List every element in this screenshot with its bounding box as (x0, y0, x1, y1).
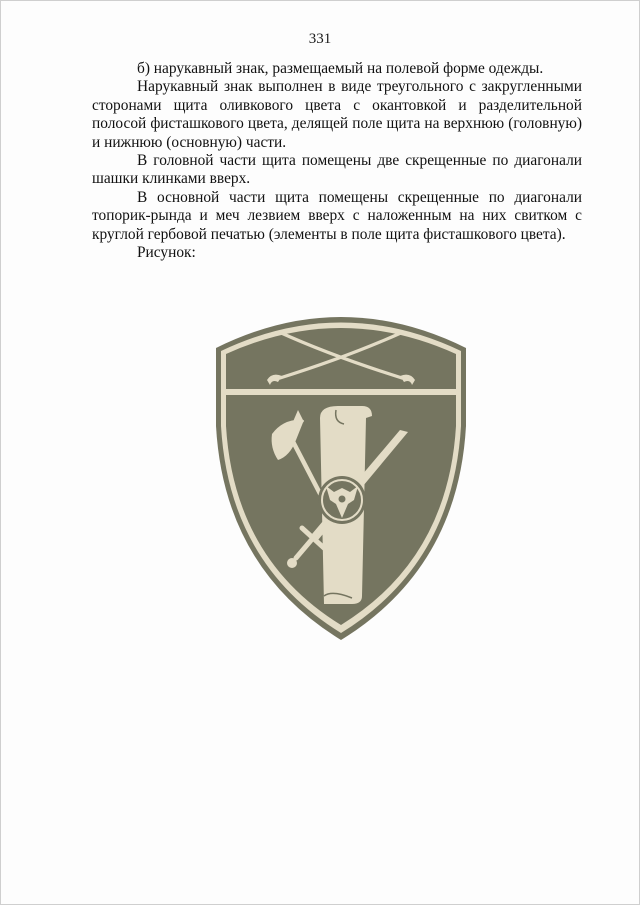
paragraph-description: Нарукавный знак выполнен в виде треугольного с закругленными сторонами щита оливкового цвета с окантовкой и разделительной полосой фисташкового цвета, делящей поле щита на верхнюю (головную) и нижнюю (основную) части. (92, 78, 582, 151)
seal-eagle-icon (318, 476, 366, 524)
paragraph-head-part: В головной части щита помещены две скрещенные по диагонали шашки клинками вверх. (92, 152, 582, 188)
body-text (92, 60, 582, 262)
figure-caption: Рисунок: (137, 244, 196, 262)
paragraph-intro: б) нарукавный знак, размещаемый на полевой форме одежды. (137, 60, 544, 77)
sleeve-patch-emblem (212, 306, 470, 644)
paragraph-main-part: В основной части щита помещены скрещенные по диагонали топорик-рында и меч лезвием вверх с наложенным на них свитком с круглой гербовой печатью (элементы в поле щита фисташкового цвета). (92, 188, 582, 243)
page-number: 331 (308, 31, 332, 47)
dividing-band (226, 389, 456, 395)
